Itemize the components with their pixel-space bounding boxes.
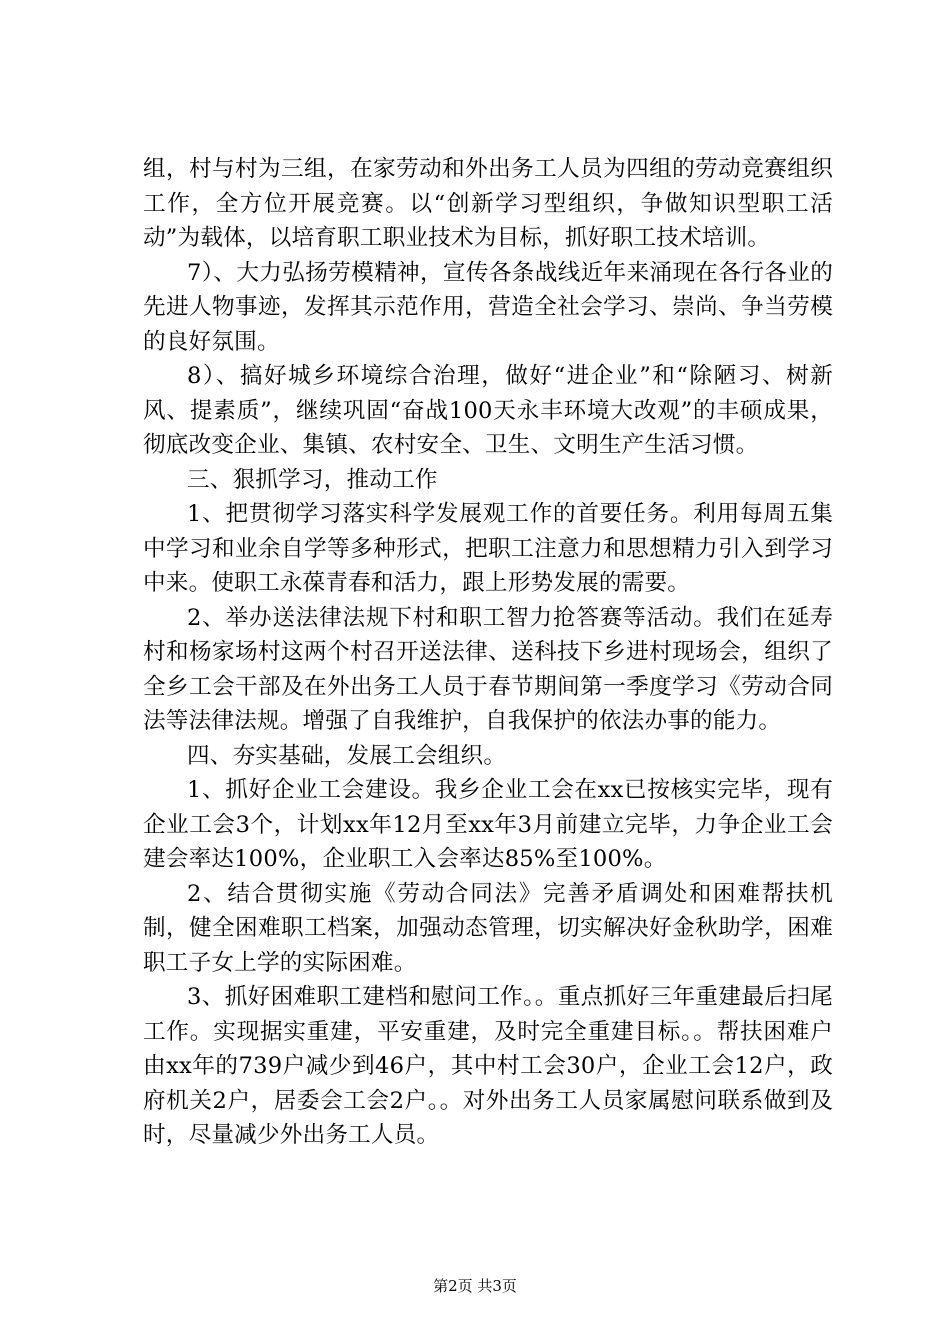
paragraph-item-7: 7）、大力弘扬劳模精神，宣传各条战线近年来涌现在各行各业的先进人物事迹，发挥其示范作用，营造全社会学习、崇尚、争当劳模的良好氛围。 xyxy=(143,259,833,355)
paragraph-item-8: 8）、搞好城乡环境综合治理，做好“进企业”和“除陋习、树新风、提素质”，继续巩固“奋战100天永丰环境大改观”的丰硕成果，彻底改变企业、集镇、农村安全、卫生、文明生产生活习惯。 xyxy=(143,363,833,458)
paragraph-section4-item-2: 2、结合贯彻实施《劳动合同法》完善矛盾调处和困难帮扶机制，健全困难职工档案，加强动态管理，切实解决好金秋助学，困难职工子女上学的实际困难。 xyxy=(143,880,833,976)
page-footer xyxy=(0,1276,950,1296)
paragraph-continuation: 组，村与村为三组，在家劳动和外出务工人员为四组的劳动竞赛组织工作，全方位开展竞赛。以“创新学习型组织，争做知识型职工活动”为载体，以培育职工职业技术为目标，抓好职工技术培训。 xyxy=(143,156,833,251)
paragraph-section3-item-2: 2、举办送法律法规下村和职工智力抢答赛等活动。我们在延寿村和杨家场村这两个村召开送法律、送科技下乡进村现场会，组织了全乡工会干部及在外出务工人员于春节期间第一季度学习《劳动合同法等法律法规。增强了自我维护，自我保护的依法办事的能力。 xyxy=(143,604,833,734)
paragraph-section4-item-1: 1、抓好企业工会建设。我乡企业工会在xx已按核实完毕，现有企业工会3个，计划xx年12月至xx年3月前建立完毕，力争企业工会建会率达100%，企业职工入会率达85%至100%。 xyxy=(143,777,833,872)
document-body xyxy=(143,152,833,1153)
section-heading-4: 四、夯实基础，发展工会组织。 xyxy=(187,742,507,769)
paragraph-section3-item-1: 1、把贯彻学习落实科学发展观工作的首要任务。利用每周五集中学习和业余自学等多种形式，把职工注意力和思想精力引入到学习中来。使职工永葆青春和活力，跟上形势发展的需要。 xyxy=(143,501,833,596)
paragraph-section4-item-3: 3、抓好困难职工建档和慰问工作。。重点抓好三年重建最后扫尾工作。实现据实重建，平安重建，及时完全重建目标。。帮扶困难户由xx年的739户减少到46户，其中村工会30户，企业工会12户，政府机关2户，居委会工会2户。。对外出务工人员家属慰问联系做到及时，尽量减少外出务工人员。 xyxy=(143,984,833,1148)
section-heading-3: 三、狠抓学习，推动工作 xyxy=(187,466,438,493)
page-number: 第2页 共3页 xyxy=(433,1277,517,1295)
